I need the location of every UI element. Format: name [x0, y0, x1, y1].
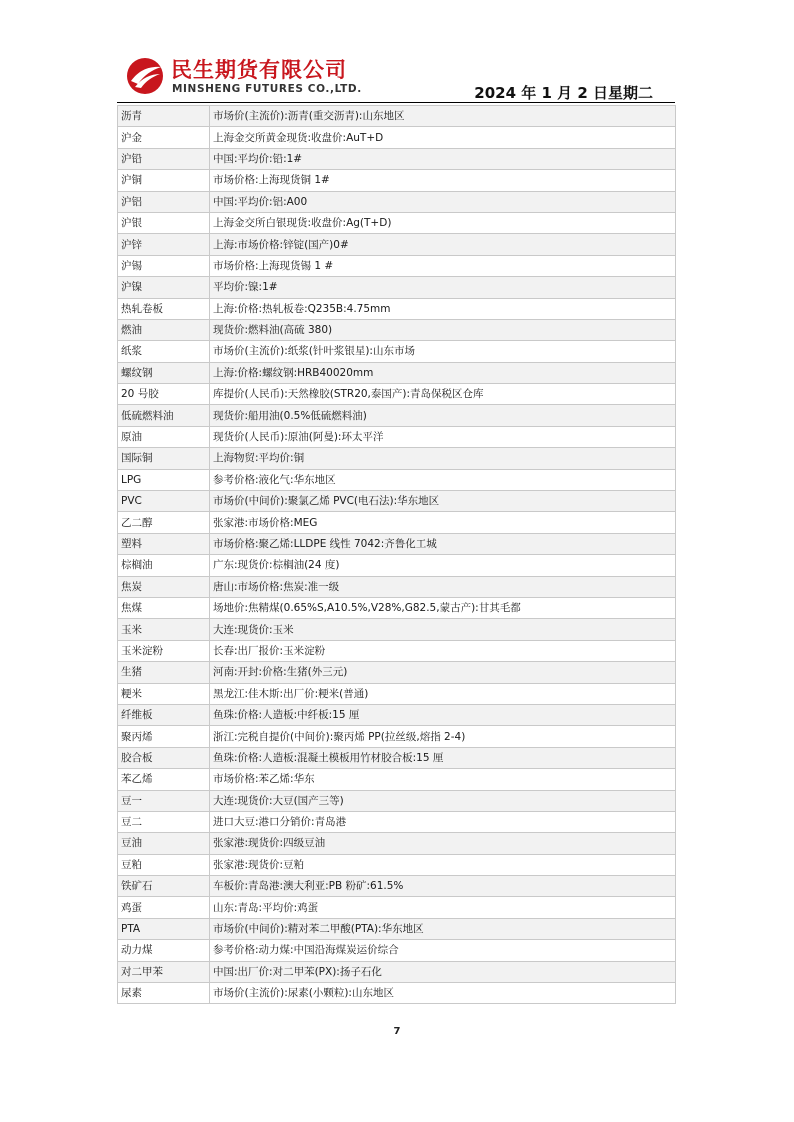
price-source-cell: 上海:价格:热轧板卷:Q235B:4.75mm — [210, 298, 676, 319]
table-row — [118, 512, 676, 533]
price-source-cell: 平均价:镍:1# — [210, 277, 676, 298]
product-cell: 燃油 — [118, 319, 210, 340]
product-cell: 原油 — [118, 426, 210, 447]
table-row — [118, 555, 676, 576]
table-row — [118, 255, 676, 276]
price-source-cell: 张家港:现货价:豆粕 — [210, 854, 676, 875]
table-row — [118, 576, 676, 597]
product-cell: 纤维板 — [118, 704, 210, 725]
table-row — [118, 148, 676, 169]
product-cell: 沪铜 — [118, 170, 210, 191]
price-source-cell: 参考价格:动力煤:中国沿海煤炭运价综合 — [210, 940, 676, 961]
table-row — [118, 683, 676, 704]
product-cell: 低硫燃料油 — [118, 405, 210, 426]
table-row — [118, 876, 676, 897]
price-source-cell: 长春:出厂报价:玉米淀粉 — [210, 640, 676, 661]
table-row — [118, 362, 676, 383]
product-cell: 沪锡 — [118, 255, 210, 276]
report-date: 2024 年 1 月 2 日星期二 — [474, 84, 653, 102]
table-row — [118, 212, 676, 233]
price-source-cell: 上海金交所白银现货:收盘价:Ag(T+D) — [210, 212, 676, 233]
table-row — [118, 426, 676, 447]
price-source-cell: 市场价格:上海现货锡 1 # — [210, 255, 676, 276]
table-row — [118, 790, 676, 811]
table-row — [118, 726, 676, 747]
table-row — [118, 106, 676, 127]
product-cell: 棕榈油 — [118, 555, 210, 576]
table-row — [118, 940, 676, 961]
product-cell: 生猪 — [118, 662, 210, 683]
price-source-cell: 浙江:完税自提价(中间价):聚丙烯 PP(拉丝级,熔指 2-4) — [210, 726, 676, 747]
table-body — [118, 106, 676, 1004]
table-row — [118, 319, 676, 340]
company-name-en: MINSHENG FUTURES CO.,LTD. — [172, 83, 362, 95]
product-cell: 沪金 — [118, 127, 210, 148]
minsheng-logo-icon — [125, 56, 165, 96]
product-cell: 尿素 — [118, 983, 210, 1004]
product-cell: 豆一 — [118, 790, 210, 811]
page-header — [117, 54, 675, 104]
header-divider — [117, 102, 675, 103]
table-row — [118, 811, 676, 832]
price-source-cell: 库提价(人民币):天然橡胶(STR20,泰国产):青岛保税区仓库 — [210, 384, 676, 405]
price-source-cell: 现货价:燃料油(高硫 380) — [210, 319, 676, 340]
product-cell: LPG — [118, 469, 210, 490]
product-cell: 螺纹钢 — [118, 362, 210, 383]
price-source-cell: 市场价格:聚乙烯:LLDPE 线性 7042:齐鲁化工城 — [210, 533, 676, 554]
table-row — [118, 277, 676, 298]
price-source-cell: 市场价(主流价):尿素(小颗粒):山东地区 — [210, 983, 676, 1004]
table-row — [118, 619, 676, 640]
price-source-cell: 张家港:市场价格:MEG — [210, 512, 676, 533]
product-cell: 沪镍 — [118, 277, 210, 298]
product-cell: 胶合板 — [118, 747, 210, 768]
price-source-cell: 鱼珠:价格:人造板:中纤板:15 厘 — [210, 704, 676, 725]
price-source-cell: 山东:青岛:平均价:鸡蛋 — [210, 897, 676, 918]
product-cell: 沪银 — [118, 212, 210, 233]
table-row — [118, 405, 676, 426]
product-cell: 豆二 — [118, 811, 210, 832]
product-cell: 聚丙烯 — [118, 726, 210, 747]
product-cell: 焦煤 — [118, 597, 210, 618]
price-source-cell: 车板价:青岛港:澳大利亚:PB 粉矿:61.5% — [210, 876, 676, 897]
price-source-cell: 上海物贸:平均价:铜 — [210, 448, 676, 469]
price-source-cell: 上海:价格:螺纹钢:HRB40020mm — [210, 362, 676, 383]
table-row — [118, 961, 676, 982]
table-row — [118, 854, 676, 875]
product-cell: 沪铝 — [118, 191, 210, 212]
table-row — [118, 491, 676, 512]
table-row — [118, 384, 676, 405]
company-name-cn: 民生期货有限公司 — [171, 58, 347, 82]
product-cell: PVC — [118, 491, 210, 512]
price-source-cell: 参考价格:液化气:华东地区 — [210, 469, 676, 490]
product-cell: 粳米 — [118, 683, 210, 704]
page-number: 7 — [393, 1026, 401, 1037]
table-row — [118, 234, 676, 255]
table-row — [118, 533, 676, 554]
table-row — [118, 448, 676, 469]
price-source-cell: 市场价(中间价):精对苯二甲酸(PTA):华东地区 — [210, 918, 676, 939]
table-row — [118, 769, 676, 790]
product-cell: 纸浆 — [118, 341, 210, 362]
table-row — [118, 191, 676, 212]
price-source-cell: 鱼珠:价格:人造板:混凝土模板用竹材胶合板:15 厘 — [210, 747, 676, 768]
table-row — [118, 127, 676, 148]
product-cell: 豆粕 — [118, 854, 210, 875]
table-row — [118, 833, 676, 854]
table-row — [118, 298, 676, 319]
product-cell: 铁矿石 — [118, 876, 210, 897]
product-cell: 豆油 — [118, 833, 210, 854]
table-row — [118, 662, 676, 683]
table-row — [118, 747, 676, 768]
table-row — [118, 983, 676, 1004]
product-cell: 玉米淀粉 — [118, 640, 210, 661]
table-row — [118, 170, 676, 191]
product-cell: 动力煤 — [118, 940, 210, 961]
table-row — [118, 597, 676, 618]
price-source-cell: 河南:开封:价格:生猪(外三元) — [210, 662, 676, 683]
product-cell: 20 号胶 — [118, 384, 210, 405]
product-cell: PTA — [118, 918, 210, 939]
price-source-cell: 市场价(中间价):聚氯乙烯 PVC(电石法):华东地区 — [210, 491, 676, 512]
price-source-cell: 中国:平均价:铅:1# — [210, 148, 676, 169]
product-cell: 焦炭 — [118, 576, 210, 597]
price-source-cell: 上海金交所黄金现货:收盘价:AuT+D — [210, 127, 676, 148]
price-source-cell: 现货价(人民币):原油(阿曼):环太平洋 — [210, 426, 676, 447]
price-source-cell: 上海:市场价格:锌锭(国产)0# — [210, 234, 676, 255]
price-source-cell: 场地价:焦精煤(0.65%S,A10.5%,V28%,G82.5,蒙古产):甘其毛都 — [210, 597, 676, 618]
company-logo — [125, 54, 365, 98]
price-source-cell: 市场价格:上海现货铜 1# — [210, 170, 676, 191]
price-source-cell: 中国:平均价:铝:A00 — [210, 191, 676, 212]
table-row — [118, 704, 676, 725]
price-source-cell: 中国:出厂价:对二甲苯(PX):扬子石化 — [210, 961, 676, 982]
price-source-table — [117, 105, 676, 1004]
product-cell: 沪铅 — [118, 148, 210, 169]
price-source-cell: 广东:现货价:棕榈油(24 度) — [210, 555, 676, 576]
price-source-cell: 大连:现货价:大豆(国产三等) — [210, 790, 676, 811]
price-source-cell: 市场价(主流价):沥青(重交沥青):山东地区 — [210, 106, 676, 127]
table-row — [118, 341, 676, 362]
price-source-cell: 市场价(主流价):纸浆(针叶浆银星):山东市场 — [210, 341, 676, 362]
price-source-cell: 张家港:现货价:四级豆油 — [210, 833, 676, 854]
price-source-cell: 市场价格:苯乙烯:华东 — [210, 769, 676, 790]
product-cell: 塑料 — [118, 533, 210, 554]
table-row — [118, 918, 676, 939]
table-row — [118, 640, 676, 661]
price-source-cell: 现货价:船用油(0.5%低硫燃料油) — [210, 405, 676, 426]
product-cell: 对二甲苯 — [118, 961, 210, 982]
product-cell: 热轧卷板 — [118, 298, 210, 319]
price-source-cell: 唐山:市场价格:焦炭:准一级 — [210, 576, 676, 597]
price-source-cell: 黑龙江:佳木斯:出厂价:粳米(普通) — [210, 683, 676, 704]
product-cell: 国际铜 — [118, 448, 210, 469]
product-cell: 沪锌 — [118, 234, 210, 255]
product-cell: 沥青 — [118, 106, 210, 127]
product-cell: 苯乙烯 — [118, 769, 210, 790]
price-source-cell: 大连:现货价:玉米 — [210, 619, 676, 640]
table-row — [118, 469, 676, 490]
product-cell: 玉米 — [118, 619, 210, 640]
price-source-cell: 进口大豆:港口分销价:青岛港 — [210, 811, 676, 832]
product-cell: 鸡蛋 — [118, 897, 210, 918]
table-row — [118, 897, 676, 918]
price-source-table-container — [117, 105, 675, 1004]
product-cell: 乙二醇 — [118, 512, 210, 533]
